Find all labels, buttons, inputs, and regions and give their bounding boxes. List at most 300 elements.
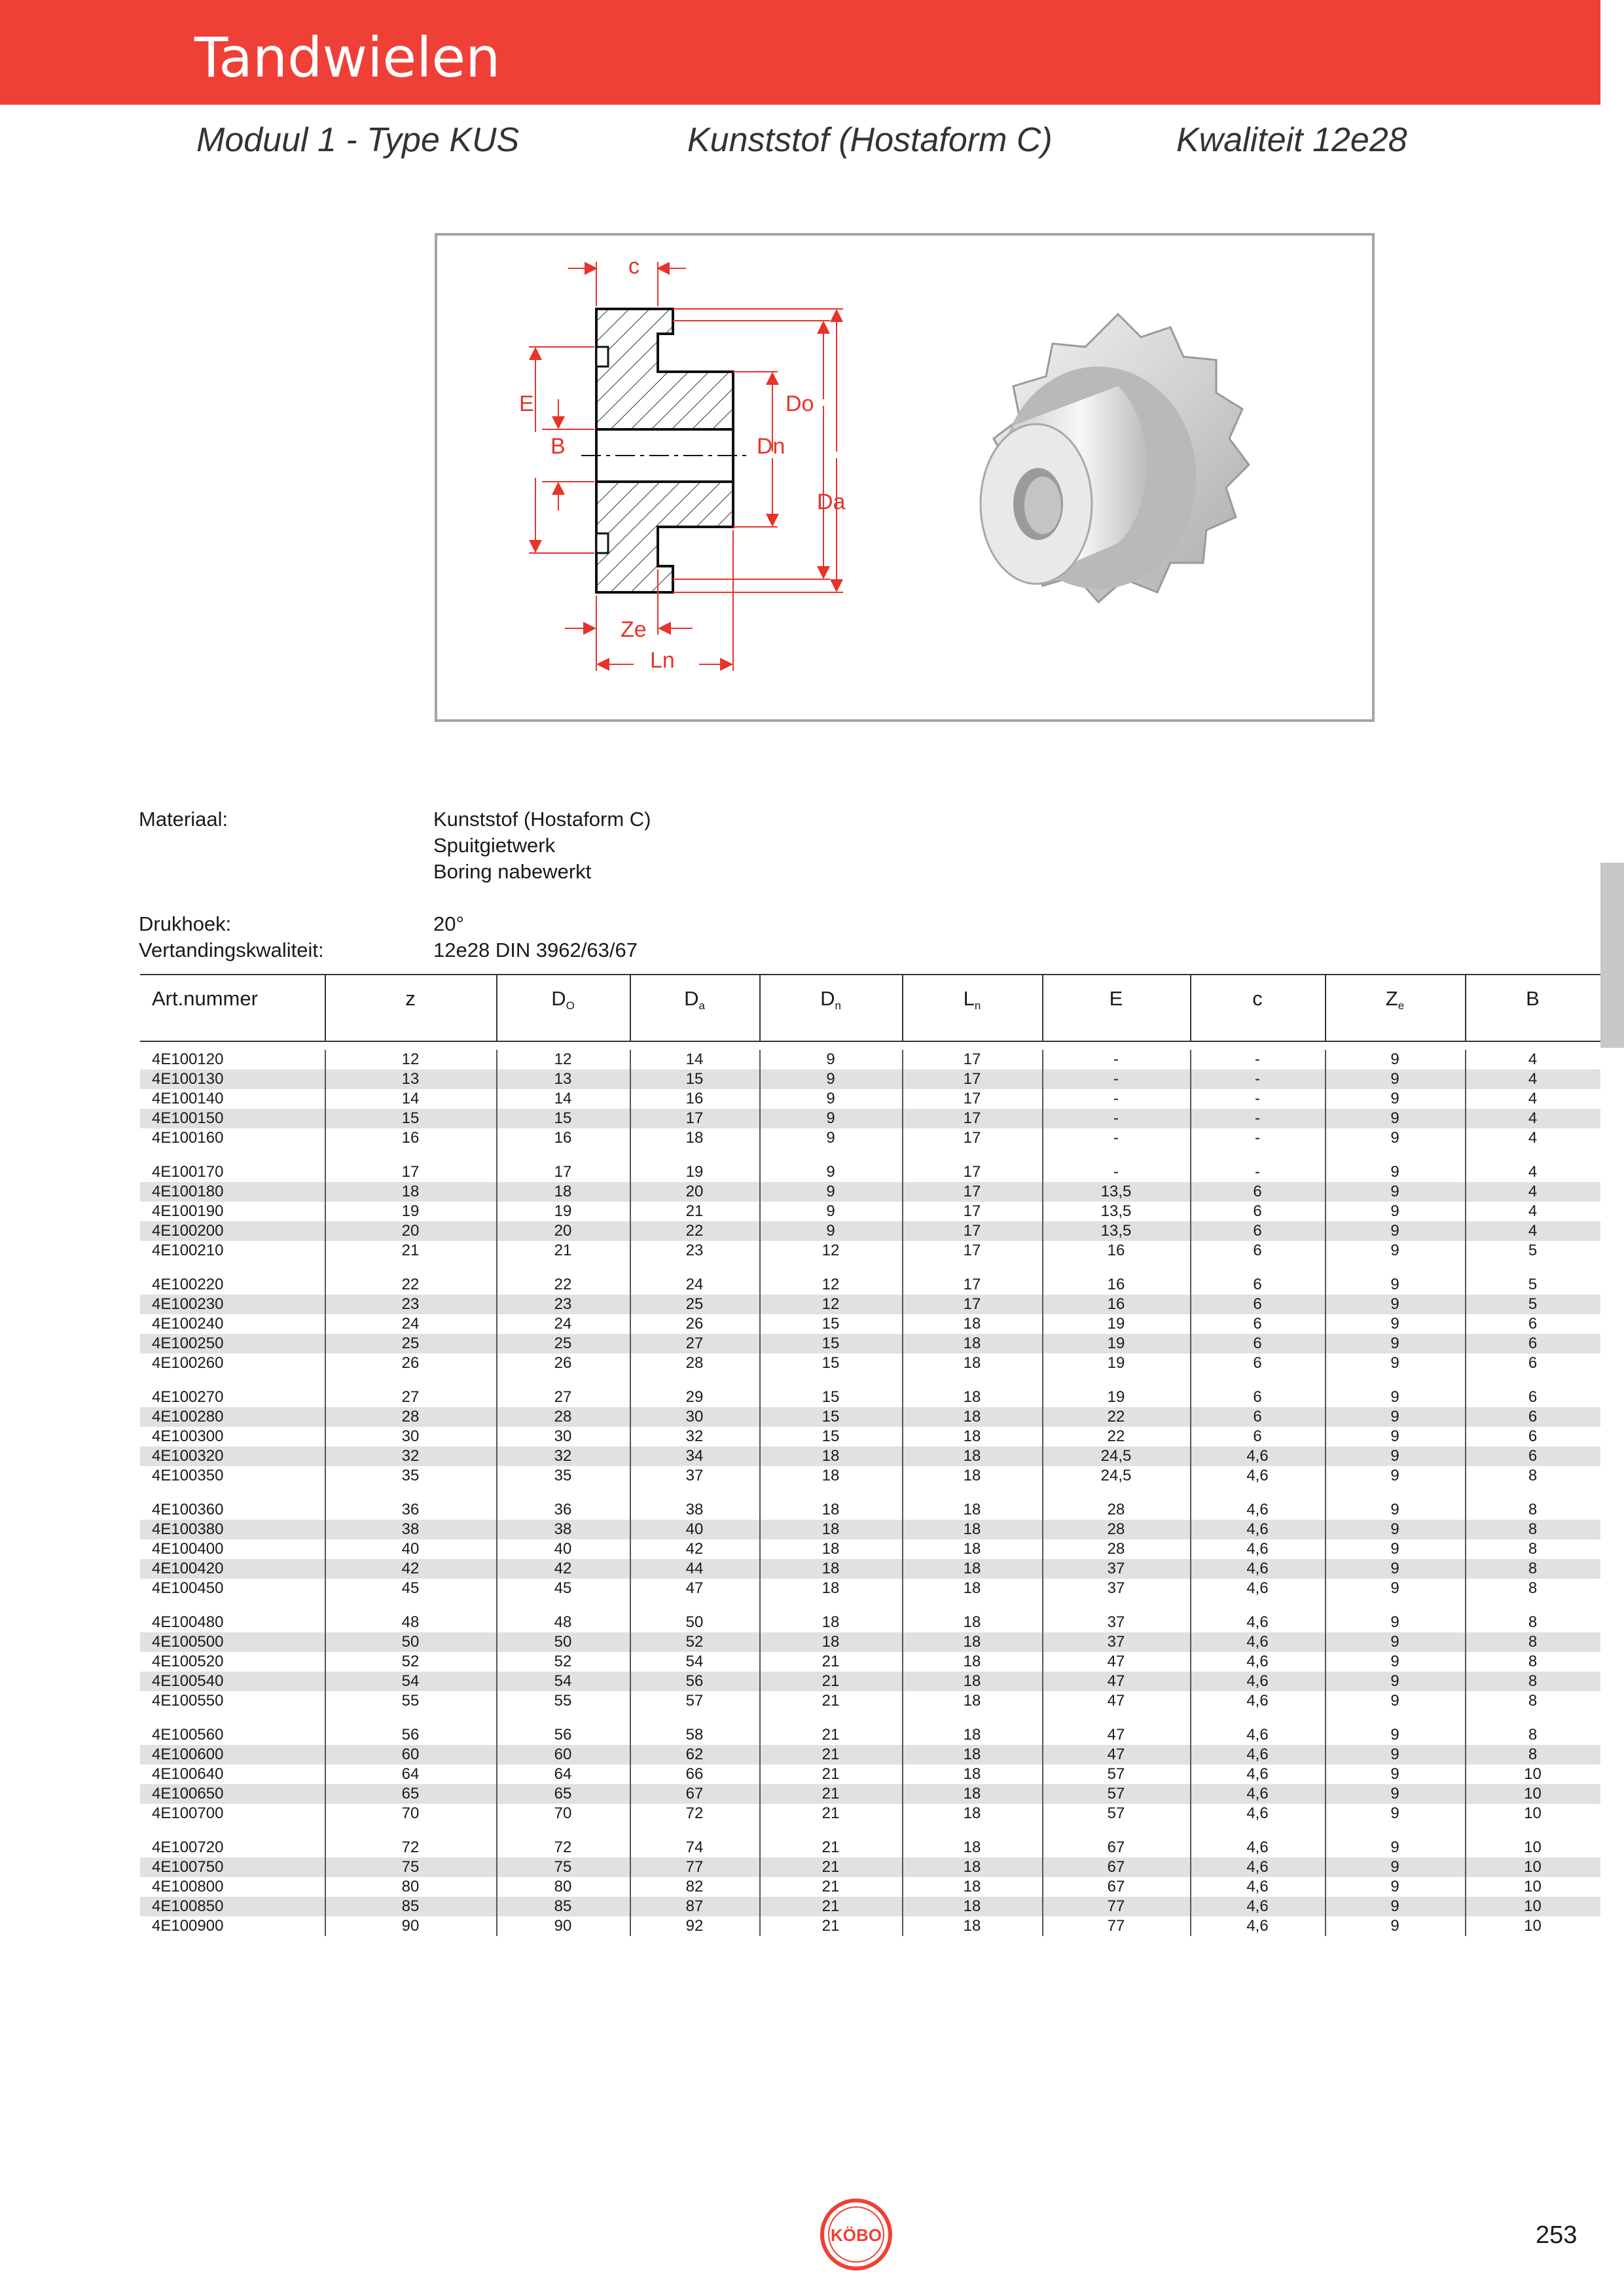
column-header: E <box>1109 987 1123 1010</box>
table-cell: 24,5 <box>1100 1467 1132 1484</box>
table-cell: 9 <box>1390 1653 1399 1670</box>
table-cell: 16 <box>401 1129 420 1147</box>
table-cell: 9 <box>1390 1202 1399 1220</box>
gear-table <box>140 974 1600 1936</box>
table-row <box>140 1579 1600 1598</box>
table-cell: 30 <box>685 1408 704 1426</box>
table-cell: 27 <box>685 1335 704 1352</box>
table-cell: 5 <box>1528 1242 1538 1259</box>
table-cell: 20 <box>554 1222 572 1240</box>
column-header: $D_O$ <box>551 987 575 1012</box>
column-header: B <box>1526 987 1540 1010</box>
column-divider <box>1190 1050 1191 1936</box>
table-cell: 25 <box>401 1335 420 1352</box>
column-header: $L_n$ <box>963 987 981 1012</box>
table-cell: 24 <box>401 1315 420 1333</box>
table-cell: 6 <box>1528 1447 1538 1465</box>
table-cell: 12 <box>401 1050 420 1068</box>
table-cell: 8 <box>1528 1520 1538 1538</box>
column-divider <box>325 975 326 1041</box>
table-row <box>140 1128 1600 1148</box>
table-cell: 9 <box>1390 1070 1399 1088</box>
subtitle-module: Moduul 1 - Type KUS <box>196 121 520 159</box>
table-cell: 4,6 <box>1246 1520 1269 1538</box>
table-cell: 38 <box>401 1520 420 1538</box>
table-row <box>140 1407 1600 1427</box>
table-cell: 9 <box>1390 1427 1399 1445</box>
table-cell: 9 <box>1390 1560 1399 1577</box>
table-cell: 38 <box>554 1520 572 1538</box>
table-cell: 17 <box>963 1163 981 1181</box>
table-row <box>140 1354 1600 1373</box>
table-cell: 47 <box>1107 1653 1125 1670</box>
table-cell: 6 <box>1253 1427 1262 1445</box>
table-row <box>140 1202 1600 1221</box>
table-cell: 57 <box>685 1692 704 1710</box>
table-row <box>140 1295 1600 1314</box>
table-cell: 17 <box>963 1276 981 1293</box>
table-cell: 22 <box>685 1222 704 1240</box>
column-divider <box>1190 975 1191 1041</box>
table-cell: 4,6 <box>1246 1560 1269 1577</box>
article-number-cell: 4E100450 <box>152 1579 224 1597</box>
table-cell: 21 <box>821 1804 840 1822</box>
table-cell: 15 <box>821 1315 840 1333</box>
article-number-cell: 4E100170 <box>152 1163 224 1181</box>
table-cell: 70 <box>554 1804 572 1822</box>
table-row <box>140 1388 1600 1407</box>
table-cell: 18 <box>821 1520 840 1538</box>
table-cell: 21 <box>821 1653 840 1670</box>
dim-label-Ze: Ze <box>621 617 647 642</box>
table-cell: 28 <box>1107 1501 1125 1518</box>
table-cell: 17 <box>963 1242 981 1259</box>
table-row <box>140 1162 1600 1182</box>
table-cell: 18 <box>963 1520 981 1538</box>
table-cell: 6 <box>1253 1408 1262 1426</box>
table-cell: 17 <box>963 1129 981 1147</box>
table-cell: 9 <box>1390 1613 1399 1631</box>
table-cell: 4,6 <box>1246 1726 1269 1744</box>
column-divider <box>630 975 631 1041</box>
article-number-cell: 4E100560 <box>152 1726 224 1744</box>
table-cell: 16 <box>554 1129 572 1147</box>
table-cell: 47 <box>685 1579 704 1597</box>
table-cell: 67 <box>1107 1878 1125 1895</box>
table-cell: 32 <box>401 1447 420 1465</box>
table-cell: 47 <box>1107 1746 1125 1763</box>
article-number-cell: 4E100250 <box>152 1335 224 1352</box>
table-cell: 9 <box>1390 1540 1399 1558</box>
table-cell: 9 <box>1390 1447 1399 1465</box>
table-cell: 75 <box>554 1858 572 1876</box>
table-cell: 23 <box>401 1295 420 1313</box>
article-number-cell: 4E100210 <box>152 1242 224 1259</box>
table-cell: 82 <box>685 1878 704 1895</box>
table-cell: 9 <box>1390 1858 1399 1876</box>
table-cell: 6 <box>1253 1276 1262 1293</box>
table-cell: 18 <box>963 1692 981 1710</box>
table-header <box>140 974 1600 1042</box>
table-row <box>140 1069 1600 1089</box>
table-cell: - <box>1113 1050 1119 1068</box>
table-cell: 18 <box>963 1765 981 1783</box>
group-spacer <box>140 1148 1600 1162</box>
table-cell: 9 <box>1390 1163 1399 1181</box>
material-value-2: Spuitgietwerk <box>433 834 556 857</box>
quality-value: 12e28 DIN 3962/63/67 <box>433 939 638 961</box>
table-cell: 8 <box>1528 1467 1538 1484</box>
table-cell: 12 <box>821 1242 840 1259</box>
table-cell: 10 <box>1524 1785 1542 1803</box>
dim-label-Dn: Dn <box>757 434 785 459</box>
table-cell: 77 <box>1107 1897 1125 1915</box>
table-cell: 9 <box>1390 1520 1399 1538</box>
table-cell: 9 <box>1390 1129 1399 1147</box>
table-cell: 67 <box>1107 1858 1125 1876</box>
table-row <box>140 1241 1600 1261</box>
table-cell: 18 <box>821 1613 840 1631</box>
table-cell: 15 <box>554 1109 572 1127</box>
table-cell: 92 <box>685 1917 704 1935</box>
article-number-cell: 4E100640 <box>152 1765 224 1783</box>
table-cell: 6 <box>1253 1202 1262 1220</box>
table-cell: 9 <box>1390 1408 1399 1426</box>
table-cell: 13 <box>401 1070 420 1088</box>
table-cell: 12 <box>554 1050 572 1068</box>
table-cell: 4 <box>1528 1222 1538 1240</box>
table-row <box>140 1089 1600 1109</box>
table-cell: 64 <box>554 1765 572 1783</box>
table-row <box>140 1838 1600 1857</box>
article-number-cell: 4E100600 <box>152 1746 224 1763</box>
table-cell: 23 <box>685 1242 704 1259</box>
table-cell: 9 <box>1390 1765 1399 1783</box>
table-cell: 8 <box>1528 1579 1538 1597</box>
table-cell: 18 <box>963 1672 981 1690</box>
column-divider <box>1465 1050 1466 1936</box>
table-cell: 10 <box>1524 1917 1542 1935</box>
table-cell: 52 <box>401 1653 420 1670</box>
table-cell: 17 <box>963 1183 981 1200</box>
column-header: c <box>1252 987 1263 1010</box>
table-cell: 15 <box>821 1354 840 1372</box>
table-cell: 18 <box>963 1501 981 1518</box>
table-cell: 9 <box>1390 1897 1399 1915</box>
table-cell: 9 <box>1390 1183 1399 1200</box>
material-value-1: Kunststof (Hostaform C) <box>433 808 651 831</box>
table-cell: 42 <box>685 1540 704 1558</box>
page-title: Tandwielen <box>194 26 501 90</box>
table-row <box>140 1652 1600 1672</box>
article-number-cell: 4E100420 <box>152 1560 224 1577</box>
table-cell: 18 <box>685 1129 704 1147</box>
article-number-cell: 4E100230 <box>152 1295 224 1313</box>
table-cell: 9 <box>1390 1388 1399 1406</box>
table-cell: 6 <box>1253 1222 1262 1240</box>
table-row <box>140 1745 1600 1765</box>
table-cell: 24 <box>685 1276 704 1293</box>
table-cell: 18 <box>963 1839 981 1856</box>
table-cell: - <box>1113 1109 1119 1127</box>
table-row <box>140 1613 1600 1632</box>
table-cell: 52 <box>685 1633 704 1651</box>
table-cell: 13,5 <box>1100 1183 1132 1200</box>
table-row <box>140 1050 1600 1069</box>
group-spacer <box>140 1261 1600 1275</box>
table-cell: 55 <box>401 1692 420 1710</box>
table-cell: 17 <box>401 1163 420 1181</box>
article-number-cell: 4E100350 <box>152 1467 224 1484</box>
table-cell: 62 <box>685 1746 704 1763</box>
table-cell: 60 <box>554 1746 572 1763</box>
table-cell: 90 <box>401 1917 420 1935</box>
table-cell: 70 <box>401 1804 420 1822</box>
table-cell: 27 <box>554 1388 572 1406</box>
table-cell: 28 <box>685 1354 704 1372</box>
table-cell: 9 <box>1390 1746 1399 1763</box>
table-cell: 9 <box>1390 1467 1399 1484</box>
table-cell: 72 <box>554 1839 572 1856</box>
table-cell: 18 <box>963 1388 981 1406</box>
table-cell: 28 <box>401 1408 420 1426</box>
table-cell: 72 <box>685 1804 704 1822</box>
table-cell: 18 <box>963 1579 981 1597</box>
table-cell: 65 <box>554 1785 572 1803</box>
table-cell: 23 <box>554 1295 572 1313</box>
table-cell: 21 <box>821 1858 840 1876</box>
table-cell: 6 <box>1253 1295 1262 1313</box>
table-cell: 4,6 <box>1246 1692 1269 1710</box>
table-cell: - <box>1255 1050 1260 1068</box>
article-number-cell: 4E100900 <box>152 1917 224 1935</box>
svg-text:KÖBO: KÖBO <box>831 2225 882 2245</box>
table-cell: 19 <box>1107 1335 1125 1352</box>
table-cell: 9 <box>1390 1839 1399 1856</box>
table-cell: 5 <box>1528 1276 1538 1293</box>
table-cell: 18 <box>963 1726 981 1744</box>
table-cell: 21 <box>685 1202 704 1220</box>
table-cell: 15 <box>821 1408 840 1426</box>
table-cell: 56 <box>554 1726 572 1744</box>
table-cell: 4,6 <box>1246 1858 1269 1876</box>
table-cell: 9 <box>1390 1672 1399 1690</box>
table-cell: 6 <box>1253 1354 1262 1372</box>
table-row <box>140 1182 1600 1202</box>
table-row <box>140 1897 1600 1916</box>
table-cell: 9 <box>1390 1785 1399 1803</box>
article-number-cell: 4E100520 <box>152 1653 224 1670</box>
table-cell: 40 <box>685 1520 704 1538</box>
table-cell: - <box>1255 1109 1260 1127</box>
kobo-logo <box>820 2198 893 2271</box>
table-cell: 50 <box>685 1613 704 1631</box>
table-cell: 8 <box>1528 1540 1538 1558</box>
table-cell: 9 <box>1390 1633 1399 1651</box>
table-cell: 17 <box>963 1050 981 1068</box>
table-cell: 9 <box>826 1090 835 1107</box>
table-cell: 57 <box>1107 1804 1125 1822</box>
table-cell: 12 <box>821 1295 840 1313</box>
table-cell: 18 <box>963 1315 981 1333</box>
article-number-cell: 4E100650 <box>152 1785 224 1803</box>
table-cell: 56 <box>401 1726 420 1744</box>
table-cell: 40 <box>401 1540 420 1558</box>
table-cell: 21 <box>821 1746 840 1763</box>
table-cell: 80 <box>401 1878 420 1895</box>
table-cell: 6 <box>1528 1335 1538 1352</box>
table-cell: 10 <box>1524 1858 1542 1876</box>
table-cell: 5 <box>1528 1295 1538 1313</box>
table-cell: 45 <box>401 1579 420 1597</box>
table-cell: 4,6 <box>1246 1878 1269 1895</box>
table-cell: 9 <box>1390 1878 1399 1895</box>
table-cell: 47 <box>1107 1672 1125 1690</box>
table-cell: 72 <box>401 1839 420 1856</box>
article-number-cell: 4E100150 <box>152 1109 224 1127</box>
table-cell: 6 <box>1253 1315 1262 1333</box>
table-cell: 9 <box>1390 1579 1399 1597</box>
table-cell: 18 <box>821 1633 840 1651</box>
table-cell: 24,5 <box>1100 1447 1132 1465</box>
table-cell: 18 <box>963 1408 981 1426</box>
table-cell: 18 <box>963 1560 981 1577</box>
table-cell: 21 <box>821 1785 840 1803</box>
column-header: $Z_e$ <box>1385 987 1405 1012</box>
table-row <box>140 1427 1600 1446</box>
table-cell: 21 <box>821 1726 840 1744</box>
table-cell: 40 <box>554 1540 572 1558</box>
table-cell: 74 <box>685 1839 704 1856</box>
table-cell: 17 <box>963 1295 981 1313</box>
table-cell: 28 <box>1107 1540 1125 1558</box>
table-cell: 8 <box>1528 1501 1538 1518</box>
table-cell: 4,6 <box>1246 1467 1269 1484</box>
table-cell: - <box>1113 1070 1119 1088</box>
table-cell: 9 <box>1390 1804 1399 1822</box>
table-cell: 9 <box>1390 1090 1399 1107</box>
article-number-cell: 4E100140 <box>152 1090 224 1107</box>
table-cell: 36 <box>401 1501 420 1518</box>
table-cell: 10 <box>1524 1804 1542 1822</box>
table-cell: 42 <box>554 1560 572 1577</box>
article-number-cell: 4E100360 <box>152 1501 224 1518</box>
table-cell: 29 <box>685 1388 704 1406</box>
article-number-cell: 4E100160 <box>152 1129 224 1147</box>
table-cell: 14 <box>685 1050 704 1068</box>
table-cell: 9 <box>1390 1692 1399 1710</box>
column-divider <box>1042 975 1043 1041</box>
article-number-cell: 4E100700 <box>152 1804 224 1822</box>
table-cell: 6 <box>1528 1354 1538 1372</box>
table-cell: 4,6 <box>1246 1633 1269 1651</box>
table-cell: 8 <box>1528 1672 1538 1690</box>
table-cell: 22 <box>401 1276 420 1293</box>
table-cell: 35 <box>401 1467 420 1484</box>
table-cell: 22 <box>1107 1408 1125 1426</box>
material-label: Materiaal: <box>139 808 228 831</box>
pressure-angle-value: 20° <box>433 912 464 935</box>
table-cell: 10 <box>1524 1897 1542 1915</box>
table-cell: 4,6 <box>1246 1746 1269 1763</box>
table-cell: 9 <box>826 1070 835 1088</box>
table-cell: 28 <box>554 1408 572 1426</box>
article-number-cell: 4E100240 <box>152 1315 224 1333</box>
table-cell: - <box>1255 1163 1260 1181</box>
column-divider <box>759 975 761 1041</box>
table-cell: 4 <box>1528 1183 1538 1200</box>
table-cell: 47 <box>1107 1726 1125 1744</box>
dim-label-B: B <box>550 434 566 459</box>
table-cell: 80 <box>554 1878 572 1895</box>
column-divider <box>902 975 903 1041</box>
table-cell: 6 <box>1528 1427 1538 1445</box>
table-cell: 18 <box>401 1183 420 1200</box>
table-cell: 18 <box>821 1540 840 1558</box>
table-cell: 16 <box>1107 1276 1125 1293</box>
gear-illustration <box>981 314 1249 602</box>
table-row <box>140 1725 1600 1745</box>
table-row <box>140 1784 1600 1804</box>
table-cell: 18 <box>963 1897 981 1915</box>
table-cell: 30 <box>401 1427 420 1445</box>
table-cell: 4,6 <box>1246 1579 1269 1597</box>
table-cell: 14 <box>554 1090 572 1107</box>
dim-label-Ln: Ln <box>650 648 675 673</box>
table-cell: 4 <box>1528 1090 1538 1107</box>
table-row <box>140 1109 1600 1128</box>
table-cell: 17 <box>963 1202 981 1220</box>
table-cell: 75 <box>401 1858 420 1876</box>
column-divider <box>325 1050 326 1936</box>
material-value-3: Boring nabewerkt <box>433 860 592 883</box>
table-cell: 4,6 <box>1246 1785 1269 1803</box>
column-header: Art.nummer <box>152 987 258 1010</box>
table-cell: 16 <box>1107 1295 1125 1313</box>
table-cell: 27 <box>401 1388 420 1406</box>
table-row <box>140 1765 1600 1784</box>
table-cell: 9 <box>1390 1335 1399 1352</box>
table-row <box>140 1500 1600 1520</box>
table-cell: 6 <box>1528 1388 1538 1406</box>
table-cell: 56 <box>685 1672 704 1690</box>
table-cell: 21 <box>821 1878 840 1895</box>
article-number-cell: 4E100280 <box>152 1408 224 1426</box>
technical-drawing <box>437 236 1372 719</box>
table-row <box>140 1466 1600 1486</box>
table-cell: 6 <box>1253 1335 1262 1352</box>
table-cell: 48 <box>554 1613 572 1631</box>
table-cell: 4,6 <box>1246 1917 1269 1935</box>
table-cell: 4,6 <box>1246 1672 1269 1690</box>
table-cell: 66 <box>685 1765 704 1783</box>
table-cell: 9 <box>1390 1917 1399 1935</box>
table-cell: 18 <box>963 1613 981 1631</box>
table-cell: 6 <box>1253 1388 1262 1406</box>
table-cell: 9 <box>1390 1501 1399 1518</box>
article-number-cell: 4E100200 <box>152 1222 224 1240</box>
table-cell: 15 <box>685 1070 704 1088</box>
table-cell: 4,6 <box>1246 1613 1269 1631</box>
table-cell: 4 <box>1528 1163 1538 1181</box>
table-cell: 18 <box>963 1785 981 1803</box>
table-cell: 44 <box>685 1560 704 1577</box>
dim-label-c: c <box>628 254 640 279</box>
table-cell: 18 <box>963 1653 981 1670</box>
table-cell: 37 <box>1107 1613 1125 1631</box>
table-cell: 26 <box>554 1354 572 1372</box>
table-row <box>140 1334 1600 1354</box>
